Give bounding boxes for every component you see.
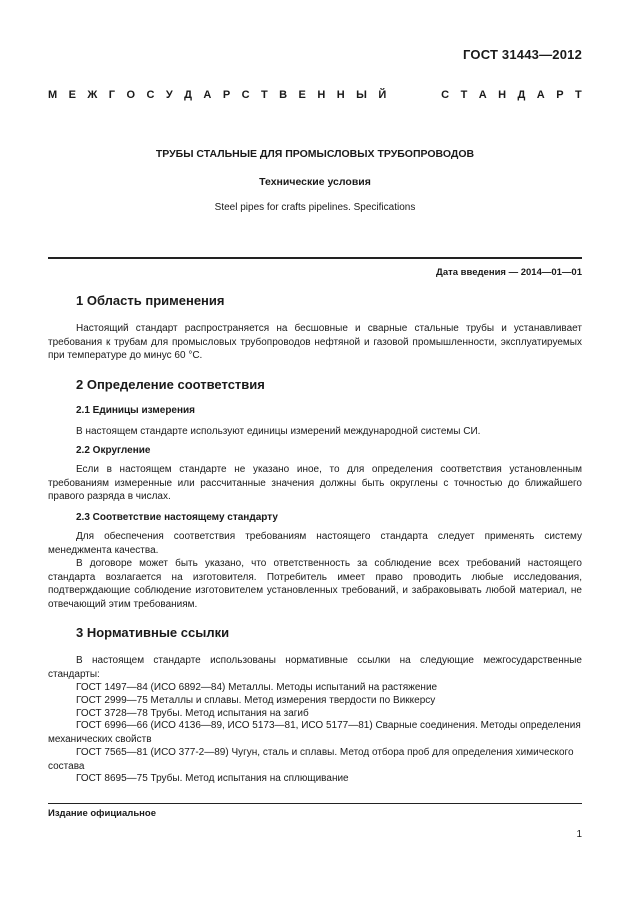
banner-letter: А bbox=[478, 89, 487, 101]
banner-gap bbox=[412, 89, 415, 101]
banner-letter: Н bbox=[336, 89, 345, 101]
banner-letter: С bbox=[241, 89, 250, 101]
interstate-standard-banner bbox=[48, 89, 582, 101]
banner-letter: Д bbox=[517, 89, 526, 101]
banner-letter: Е bbox=[68, 89, 76, 101]
banner-letter: Й bbox=[378, 89, 387, 101]
banner-letter: Д bbox=[184, 89, 192, 101]
reference-item: ГОСТ 2999—75 Металлы и сплавы. Метод измерения твердости по Виккерсу bbox=[76, 695, 436, 706]
banner-letter: Е bbox=[298, 89, 306, 101]
document-title: ТРУБЫ СТАЛЬНЫЕ ДЛЯ ПРОМЫСЛОВЫХ ТРУБОПРОВОДОВ bbox=[155, 148, 475, 160]
banner-letter: В bbox=[279, 89, 288, 101]
banner-letter: М bbox=[48, 89, 58, 101]
section-1-heading: 1 Область применения bbox=[76, 293, 225, 308]
effective-date: Дата введения — 2014—01—01 bbox=[436, 267, 582, 278]
banner-gap bbox=[398, 89, 401, 101]
banner-letter: С bbox=[146, 89, 155, 101]
banner-letter: Г bbox=[108, 89, 116, 101]
banner-letter: Ы bbox=[356, 89, 367, 101]
document-title-english: Steel pipes for crafts pipelines. Specifications bbox=[214, 202, 416, 213]
section-3-heading: 3 Нормативные ссылки bbox=[76, 625, 230, 640]
section-2-3-text-1: Для обеспечения соответствия требованиям настоящего стандарта следует применять систему менеджмента качества. bbox=[48, 531, 582, 556]
reference-item: ГОСТ 8695—75 Трубы. Метод испытания на сплющивание bbox=[76, 773, 349, 784]
banner-letter: У bbox=[165, 89, 173, 101]
document-subtitle: Технические условия bbox=[259, 176, 371, 188]
banner-letter: Т bbox=[260, 89, 268, 101]
banner-gap bbox=[427, 89, 430, 101]
banner-letter: Т bbox=[460, 89, 468, 101]
banner-letter: А bbox=[203, 89, 212, 101]
standard-number: ГОСТ 31443—2012 bbox=[463, 47, 582, 62]
reference-item: ГОСТ 1497—84 (ИСО 6892—84) Металлы. Методы испытаний на растяжение bbox=[76, 682, 438, 693]
banner-letter: Ж bbox=[87, 89, 98, 101]
banner-letter: Р bbox=[556, 89, 564, 101]
reference-item: ГОСТ 3728—78 Трубы. Метод испытания на загиб bbox=[76, 708, 309, 719]
section-2-1-heading: 2.1 Единицы измерения bbox=[76, 405, 196, 416]
edition-label: Издание официальное bbox=[48, 808, 156, 819]
section-2-1-text: В настоящем стандарте используют единицы измерений международной системы СИ. bbox=[76, 426, 481, 437]
section-2-2-heading: 2.2 Округление bbox=[76, 445, 151, 456]
banner-letter: Р bbox=[222, 89, 231, 101]
banner-letter: А bbox=[536, 89, 545, 101]
header-divider bbox=[48, 257, 582, 259]
banner-letter: Н bbox=[498, 89, 507, 101]
page-number: 1 bbox=[576, 829, 582, 840]
section-2-3-heading: 2.3 Соответствие настоящему стандарту bbox=[76, 512, 278, 523]
reference-item: ГОСТ 6996—66 (ИСО 4136—89, ИСО 5173—81, ИСО 5177—81) Сварные соединения. Методы определения механических свойств bbox=[48, 720, 581, 745]
banner-letter: Т bbox=[574, 89, 582, 101]
banner-letter: Н bbox=[317, 89, 326, 101]
section-2-heading: 2 Определение соответствия bbox=[76, 377, 265, 392]
banner-letter: С bbox=[441, 89, 450, 101]
section-2-2-text: Если в настоящем стандарте не указано иное, то для определения соответствия установленным требованиям измеренные или рассчитанные значения должны быть округлены с точностью до ближайшего правого разряда в числах. bbox=[48, 464, 582, 503]
footer-divider bbox=[48, 803, 582, 804]
section-1-text: Настоящий стандарт распространяется на бесшовные и сварные стальные трубы и устанавливает требования к трубам для промысловых трубопроводов нефтяной и газовой промышленности, эксплуатируемых при температуре до минус 60 °С. bbox=[48, 323, 582, 362]
section-3-intro: В настоящем стандарте использованы нормативные ссылки на следующие межгосударственные стандарты: bbox=[48, 655, 582, 680]
section-2-3-text-2: В договоре может быть указано, что ответственность за соблюдение всех требований настоящего стандарта возлагается на изготовителя. Потребитель имеет право проводить любые исследования, подтверждающие соблюдение изготовителем установленных требований, и забраковывать любой материал, не отвечающий этим требованиям. bbox=[48, 558, 582, 610]
reference-item: ГОСТ 7565—81 (ИСО 377-2—89) Чугун, сталь и сплавы. Метод отбора проб для определения химического состава bbox=[48, 747, 574, 772]
banner-letter: О bbox=[126, 89, 136, 101]
